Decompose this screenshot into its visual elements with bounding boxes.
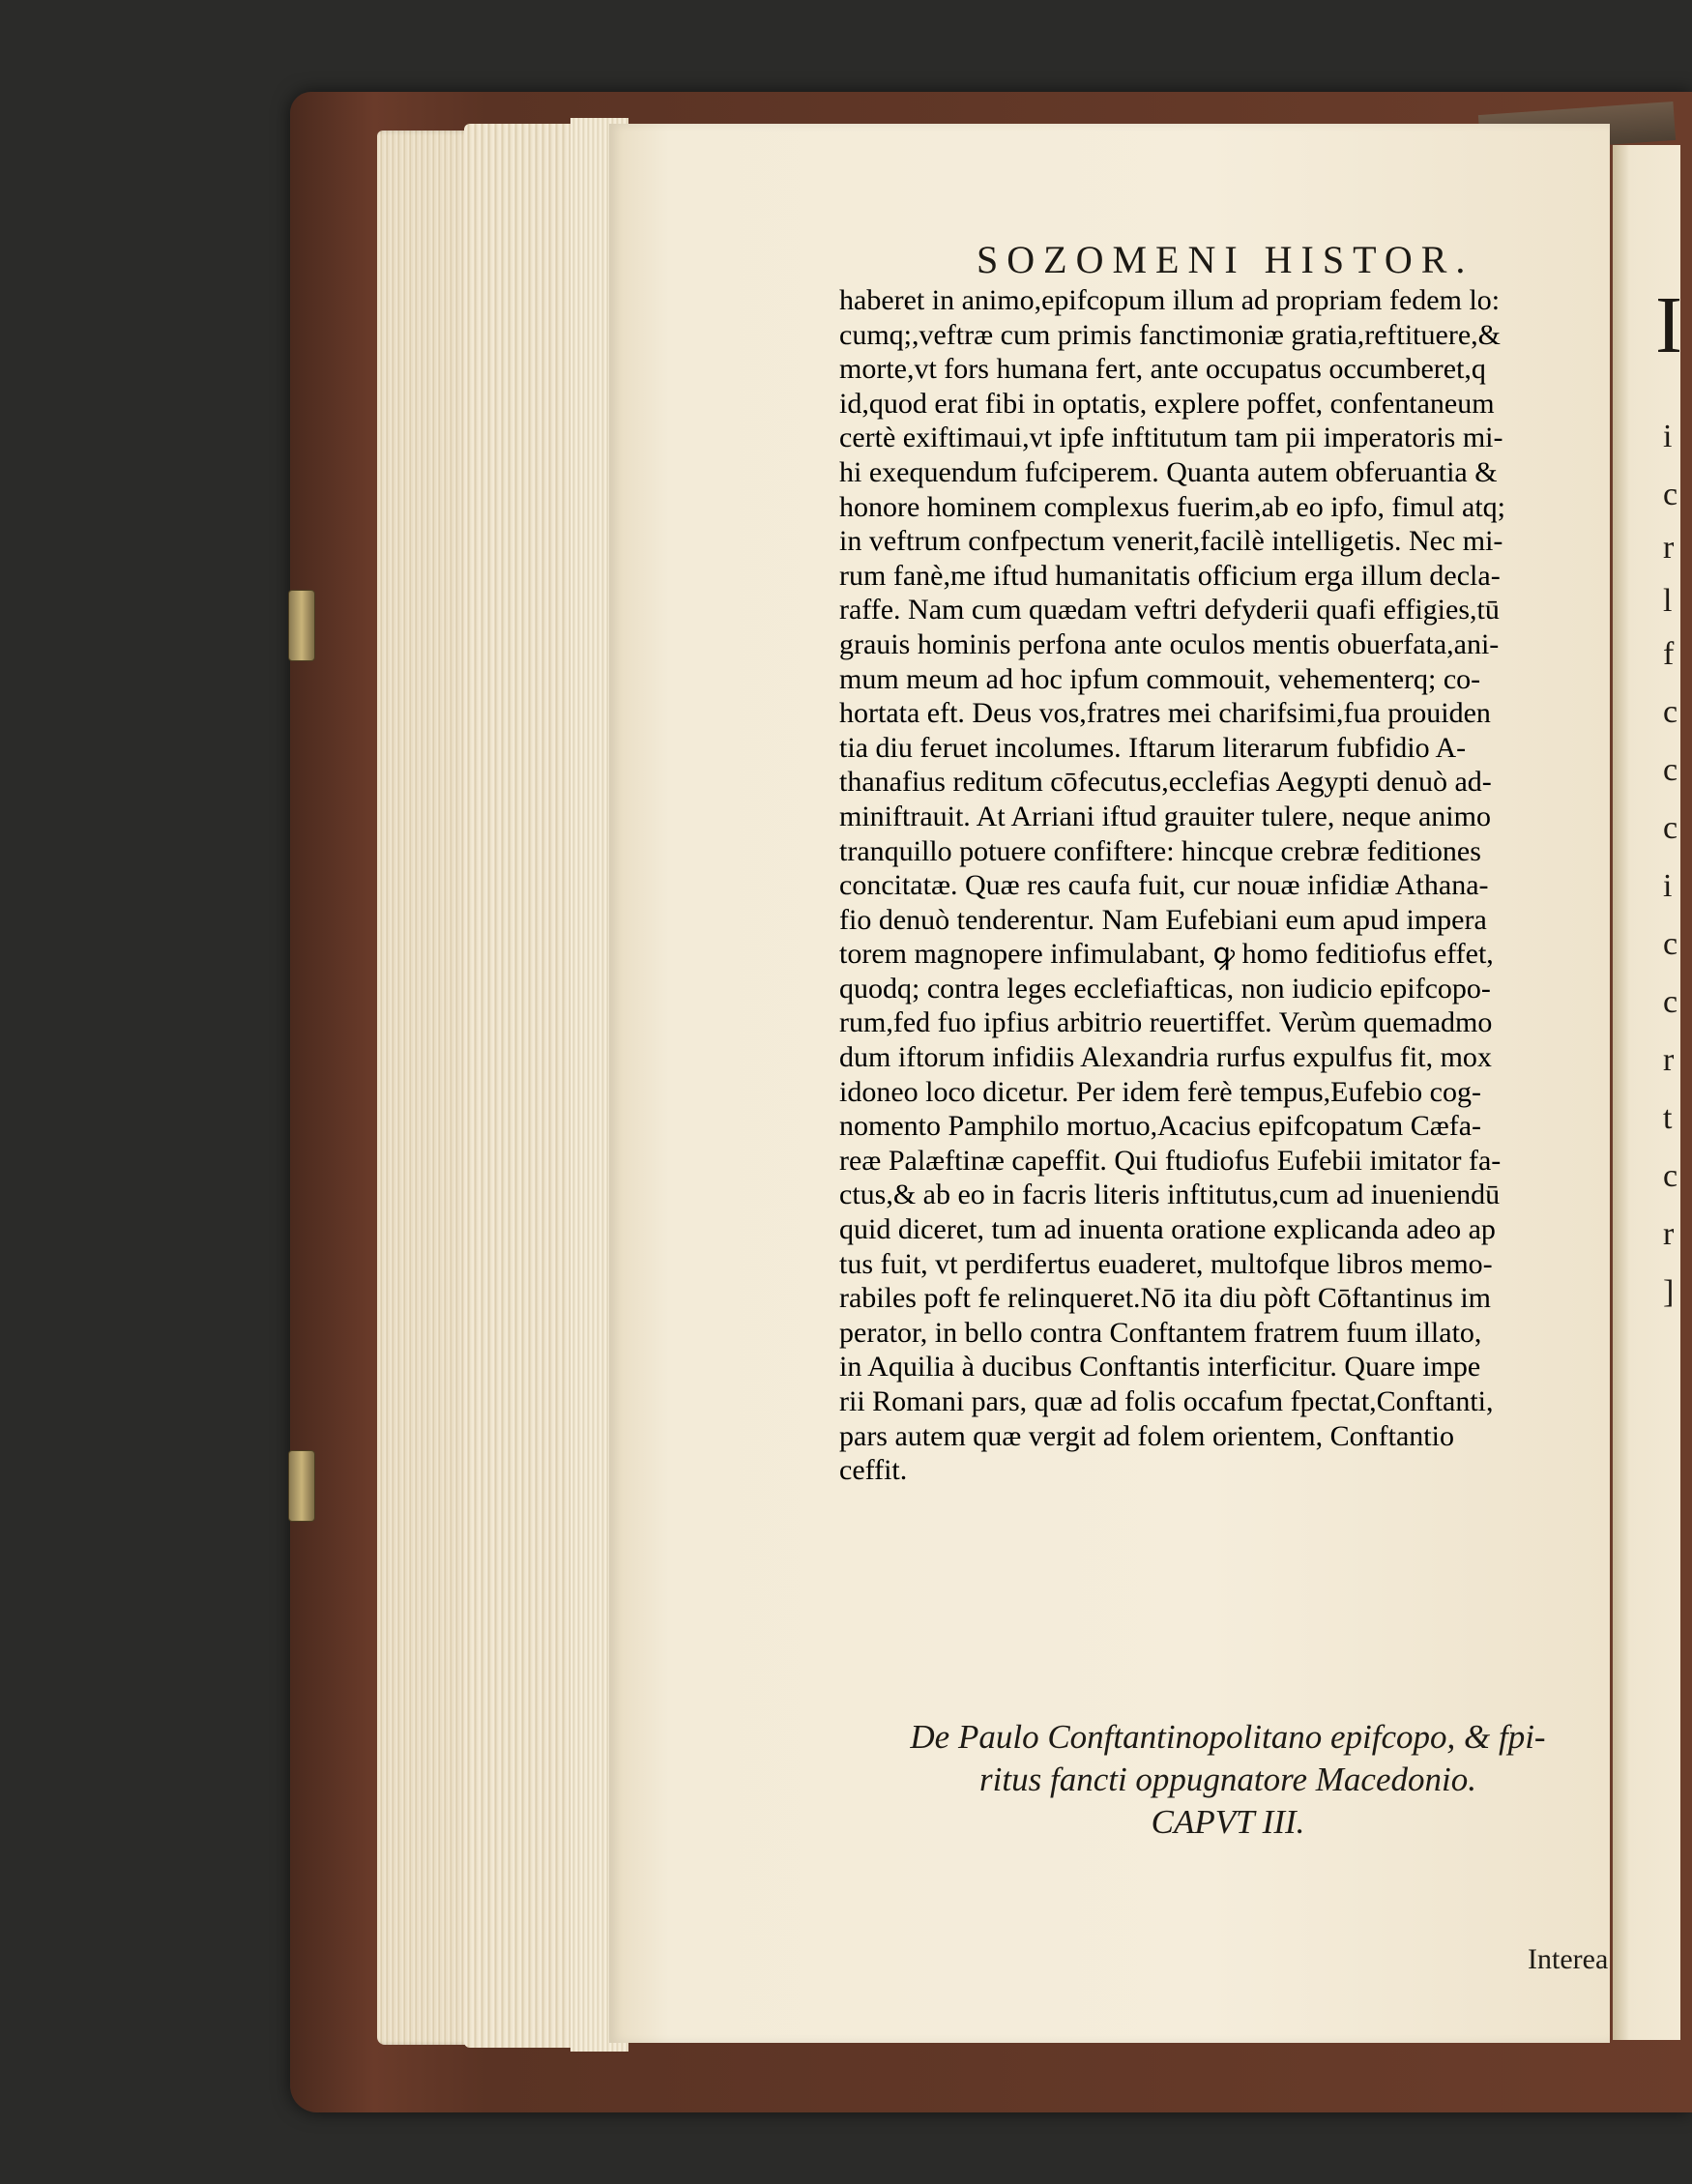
text-line: morte,vt fors humana fert, ante occupatus occumberet,q xyxy=(839,353,1486,386)
facing-page-glyph: c xyxy=(1663,752,1678,788)
facing-page-glyph: t xyxy=(1663,1100,1673,1136)
text-line: fio denuò tenderentur. Nam Eufebiani eum apud impera xyxy=(839,903,1487,936)
clasp-bottom xyxy=(288,1450,315,1522)
text-line: hi exequendum fufciperem. Quanta autem obferuantia & xyxy=(839,455,1498,488)
text-line: hortata eft. Deus vos,fratres mei charifsimi,fua prouiden xyxy=(839,697,1491,730)
facing-page-glyph: c xyxy=(1663,477,1678,512)
text-line: rum fanè,me iftud humanitatis officium erga illum decla- xyxy=(839,559,1501,592)
catchword: Interea xyxy=(1528,1943,1609,1975)
text-line: tranquillo potuere confiftere: hincque crebræ feditiones xyxy=(839,834,1481,867)
facing-page-glyph: c xyxy=(1663,810,1678,846)
text-line: pars autem quæ vergit ad folem orientem, Conftantio xyxy=(839,1419,1454,1452)
text-line: rii Romani pars, quæ ad folis occafum fpectat,Conftanti, xyxy=(839,1385,1494,1417)
text-line: ctus,& ab eo in facris literis inftitutus,cum ad inueniendū xyxy=(839,1179,1501,1211)
facing-page-glyph: i xyxy=(1663,419,1673,454)
text-line: certè exiftimaui,vt ipfe inftitutum tam pii imperatoris mi- xyxy=(839,422,1503,454)
text-line: id,quod erat fibi in optatis, explere poffet, confentaneum xyxy=(839,387,1495,420)
running-head: SOZOMENI HISTOR. xyxy=(977,238,1474,281)
text-line: haberet in animo,epifcopum illum ad propriam fedem lo: xyxy=(839,284,1501,316)
facing-page-glyph: c xyxy=(1663,926,1678,962)
facing-page-glyph: r xyxy=(1663,530,1675,566)
text-line: miniftrauit. At Arriani iftud grauiter tulere, neque animo xyxy=(839,800,1491,832)
text-line: quodq; contra leges ecclefiafticas, non iudicio epifcopo- xyxy=(839,972,1491,1005)
text-line: quid diceret, tum ad inuenta oratione explicanda adeo ap xyxy=(839,1213,1496,1246)
text-line: tia diu feruet incolumes. Iftarum literarum fubfidio A- xyxy=(839,731,1467,764)
chapter-heading-line-1: De Paulo Conftantinopolitano epifcopo, & fpi- xyxy=(910,1718,1546,1756)
chapter-number: CAPVT III. xyxy=(1151,1803,1305,1841)
text-line: rum,fed fuo ipfius arbitrio reuertiffet. Verùm quemadmo xyxy=(839,1006,1493,1039)
facing-page-glyph: c xyxy=(1663,1158,1678,1194)
text-line: reæ Palæftinæ capeffit. Qui ftudiofus Eufebii imitator fa- xyxy=(839,1144,1502,1177)
text-line: torem magnopere infimulabant, ꝙ homo feditiofus effet, xyxy=(839,938,1494,971)
text-line: thanafius reditum cōfecutus,ecclefias Aegypti denuò ad- xyxy=(839,766,1492,799)
text-line: perator, in bello contra Conftantem fratrem fuum illato, xyxy=(839,1316,1482,1349)
facing-page-glyph: r xyxy=(1663,1042,1675,1078)
text-line: concitatæ. Quæ res caufa fuit, cur nouæ infidiæ Athana- xyxy=(839,869,1489,902)
chapter-heading-line-2: ritus fancti oppugnatore Macedonio. xyxy=(979,1761,1476,1798)
facing-page-glyph: c xyxy=(1663,694,1678,730)
facing-page-glyph: ] xyxy=(1663,1274,1675,1310)
text-line: nomento Pamphilo mortuo,Acacius epifcopatum Cæfa- xyxy=(839,1110,1482,1143)
text-line: grauis hominis perfona ante oculos mentis obuerfata,ani- xyxy=(839,627,1500,660)
facing-page-glyph: f xyxy=(1663,636,1675,672)
text-line: honore hominem complexus fuerim,ab eo ipfo, fimul atq; xyxy=(839,490,1506,523)
body-text xyxy=(839,283,1603,1488)
text-line: ceffit. xyxy=(839,1454,908,1487)
text-line: raffe. Nam cum quædam veftri defyderii quafi effigies,tū xyxy=(839,594,1500,626)
clasp-top xyxy=(288,590,315,661)
text-line: rabiles poft fe relinqueret.Nō ita diu pòft Cōftantinus im xyxy=(839,1282,1492,1315)
facing-page-glyph: r xyxy=(1663,1216,1675,1252)
facing-page-glyph: i xyxy=(1663,868,1673,904)
facing-page-glyph: c xyxy=(1663,984,1678,1020)
text-line: cumq;,veftræ cum primis fanctimoniæ gratia,reftituere,& xyxy=(839,318,1501,351)
chapter-heading xyxy=(870,1716,1586,1844)
text-line: in Aquilia à ducibus Conftantis interficitur. Quare impe xyxy=(839,1351,1481,1383)
text-line: mum meum ad hoc ipfum commouit, vehementerq; co- xyxy=(839,662,1481,695)
facing-page-glyph: I xyxy=(1655,280,1682,370)
text-line: idoneo loco dicetur. Per idem ferè tempus,Eufebio cog- xyxy=(839,1075,1481,1108)
facing-page xyxy=(1613,145,1680,2040)
facing-page-glyph: l xyxy=(1663,583,1673,619)
text-line: dum iftorum infidiis Alexandria rurfus expulfus fit, mox xyxy=(839,1041,1492,1074)
text-line: tus fuit, vt perdifertus euaderet, multofque libros memo- xyxy=(839,1247,1493,1280)
text-line: in veftrum confpectum venerit,facilè intelligetis. Nec mi- xyxy=(839,525,1503,558)
